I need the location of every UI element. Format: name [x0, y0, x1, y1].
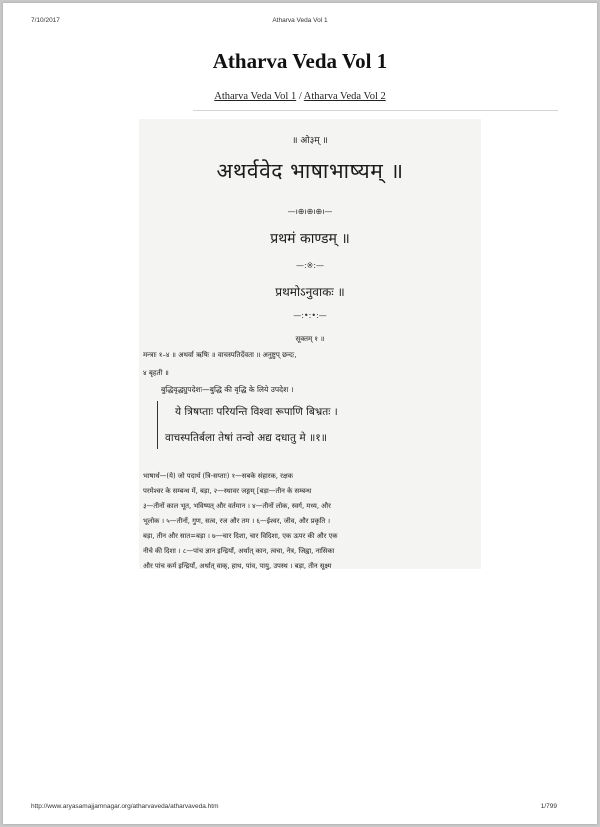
mantra-meta: ४ बृहती ॥ [143, 369, 169, 377]
print-header-title: Atharva Veda Vol 1 [272, 17, 328, 24]
divider [193, 110, 558, 111]
link-separator: / [296, 91, 304, 102]
volume-links [3, 91, 597, 102]
mantra-meta: मन्त्राः १–४ ॥ अथर्वा ऋषिः ॥ वाचस्पतिर्देवता ॥ अनुष्टुप् छन्दः, [143, 351, 297, 359]
commentary-line: ३—तीनों काल भूत, भविष्यत् और वर्तमान । ४—तीनों लोक, स्वर्ग, मध्य, और [143, 502, 331, 510]
om-heading: ॥ ओ३म् ॥ [292, 136, 328, 146]
ornament-divider: —ו⊕ו⊕ו⊕ו— [287, 207, 333, 216]
ornament-divider: —:•:•:— [293, 311, 327, 320]
print-page-number: 1/799 [540, 803, 557, 810]
sukta-heading: सूक्तम् १ ॥ [295, 335, 325, 343]
commentary-line: नीचे की दिशा । ८—पांच ज्ञान इन्द्रियाँ, अर्थात् कान, त्वचा, नेत्र, जिह्वा, नासिका [143, 547, 335, 555]
scan-main-title: अथर्ववेद भाषाभाष्यम् ॥ [216, 159, 404, 183]
link-vol-2[interactable]: Atharva Veda Vol 2 [303, 91, 386, 102]
kanda-heading: प्रथमं काण्डम् ॥ [270, 231, 350, 247]
ornament-divider: —:※:— [295, 261, 325, 270]
commentary-line: और पांच कर्म इन्द्रियाँ, अर्थात् वाक्, हाथ, पांव, पायु, उपस्थ । बड़ा, तीन सूक्ष्म [143, 562, 332, 570]
anuvaka-heading: प्रथमोऽनुवाकः ॥ [275, 285, 345, 299]
upadesha-line: बुद्धिवृद्ध्युपदेशः—बुद्धि की वृद्धि के लिये उपदेश । [161, 385, 294, 394]
scanned-page-image [139, 119, 481, 569]
commentary-line: भाषार्थ—(ये) जो पदार्थ (त्रि-सप्ताः) १—सबके संहारक, रक्षक [143, 472, 293, 480]
print-footer-url: http://www.aryasamajjamnagar.org/atharvaveda/atharvaveda.htm [31, 803, 219, 810]
verse-line: ये त्रिषप्ताः परियन्ति विश्वा रूपाणि बिभ्रतः । [175, 406, 338, 418]
verse-bar [157, 401, 158, 449]
commentary-line: बड़ा, तीन और सात=बड़ा । ७—चार दिशा, चार विदिशा, एक ऊपर की और एक [143, 532, 338, 540]
commentary-line: भूलोक । ५—तीनों, गुण, सत्व, रज और तम । ६—ईश्वर, जीव, और प्रकृति । [143, 517, 331, 525]
print-date: 7/10/2017 [31, 17, 60, 24]
commentary-line: परमेश्वर के सम्बन्ध में, बड़ा, २—स्थावर जङ्गम् [बड़ा—तीन के सम्बन्ध [143, 487, 312, 495]
link-vol-1[interactable]: Atharva Veda Vol 1 [214, 91, 297, 102]
verse-line: वाचस्पतिर्बला तेषां तन्वो अद्य दधातु मे ॥१॥ [165, 432, 327, 444]
page-title: Atharva Veda Vol 1 [212, 49, 388, 73]
pdf-page [3, 3, 597, 824]
